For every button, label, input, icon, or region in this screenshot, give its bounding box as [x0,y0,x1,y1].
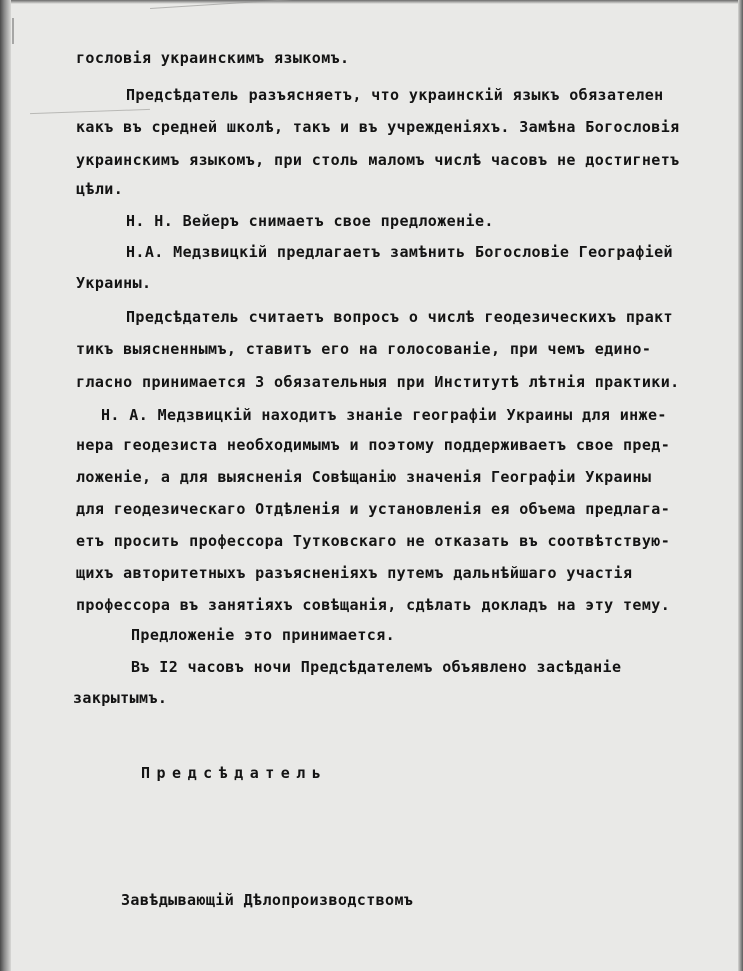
margin-mark [12,18,32,44]
text-line: Предсѣдатель считаетъ вопросъ о числѣ геодезическихъ практ [126,308,673,326]
text-line: тикъ выясненнымъ, ставитъ его на голосованіе, при чемъ едино- [76,340,652,358]
text-line: какъ въ средней школѣ, такъ и въ учрежденіяхъ. Замѣна Богословія [76,118,680,136]
text-line: профессора въ занятіяхъ совѣщанія, сдѣлать докладъ на эту тему. [76,596,671,614]
text-line: Н. Н. Вейеръ снимаетъ свое предложеніе. [126,212,494,230]
text-line: ложеніе, а для выясненія Совѣщанію значенія Географіи Украины [76,468,652,486]
page-left-edge [0,0,11,971]
paper-crease [30,109,150,114]
text-line: етъ просить профессора Тутковскаго не отказать въ соотвѣтствую- [76,532,671,550]
page-right-edge [738,0,743,971]
text-line: Украины. [76,274,152,292]
text-line: для геодезическаго Отдѣленія и установленія ея объема предлага- [76,500,671,518]
chairman-signature-label: Предсѣдатель [141,764,328,782]
text-line: закрытымъ. [73,689,168,707]
text-line: цѣли. [76,180,124,198]
clerk-signature-label: Завѣдывающій Дѣлопроизводствомъ [121,891,414,909]
text-line: Н.А. Медзвицкій предлагаетъ замѣнить Богословіе Географіей [126,243,673,261]
text-line: Н. А. Медзвицкій находитъ знаніе географіи Украины для инже- [101,406,667,424]
text-line: украинскимъ языкомъ, при столь маломъ числѣ часовъ не достигнетъ [76,151,680,169]
text-line: гласно принимается 3 обязательныя при Институтѣ лѣтнія практики. [76,373,680,391]
text-line: Предсѣдатель разъясняетъ, что украинскій языкъ обязателен [126,86,664,104]
text-line: нера геодезиста необходимымъ и поэтому поддерживаетъ свое пред- [76,436,671,454]
text-line: Предложеніе это принимается. [131,626,396,644]
text-line: Въ I2 часовъ ночи Предсѣдателемъ объявлено засѣданіе [131,658,622,676]
text-line: гословія украинскимъ языкомъ. [76,49,350,67]
page-top-edge [0,0,743,4]
text-line: щихъ авторитетныхъ разъясненіяхъ путемъ дальнѣйшаго участія [76,564,633,582]
